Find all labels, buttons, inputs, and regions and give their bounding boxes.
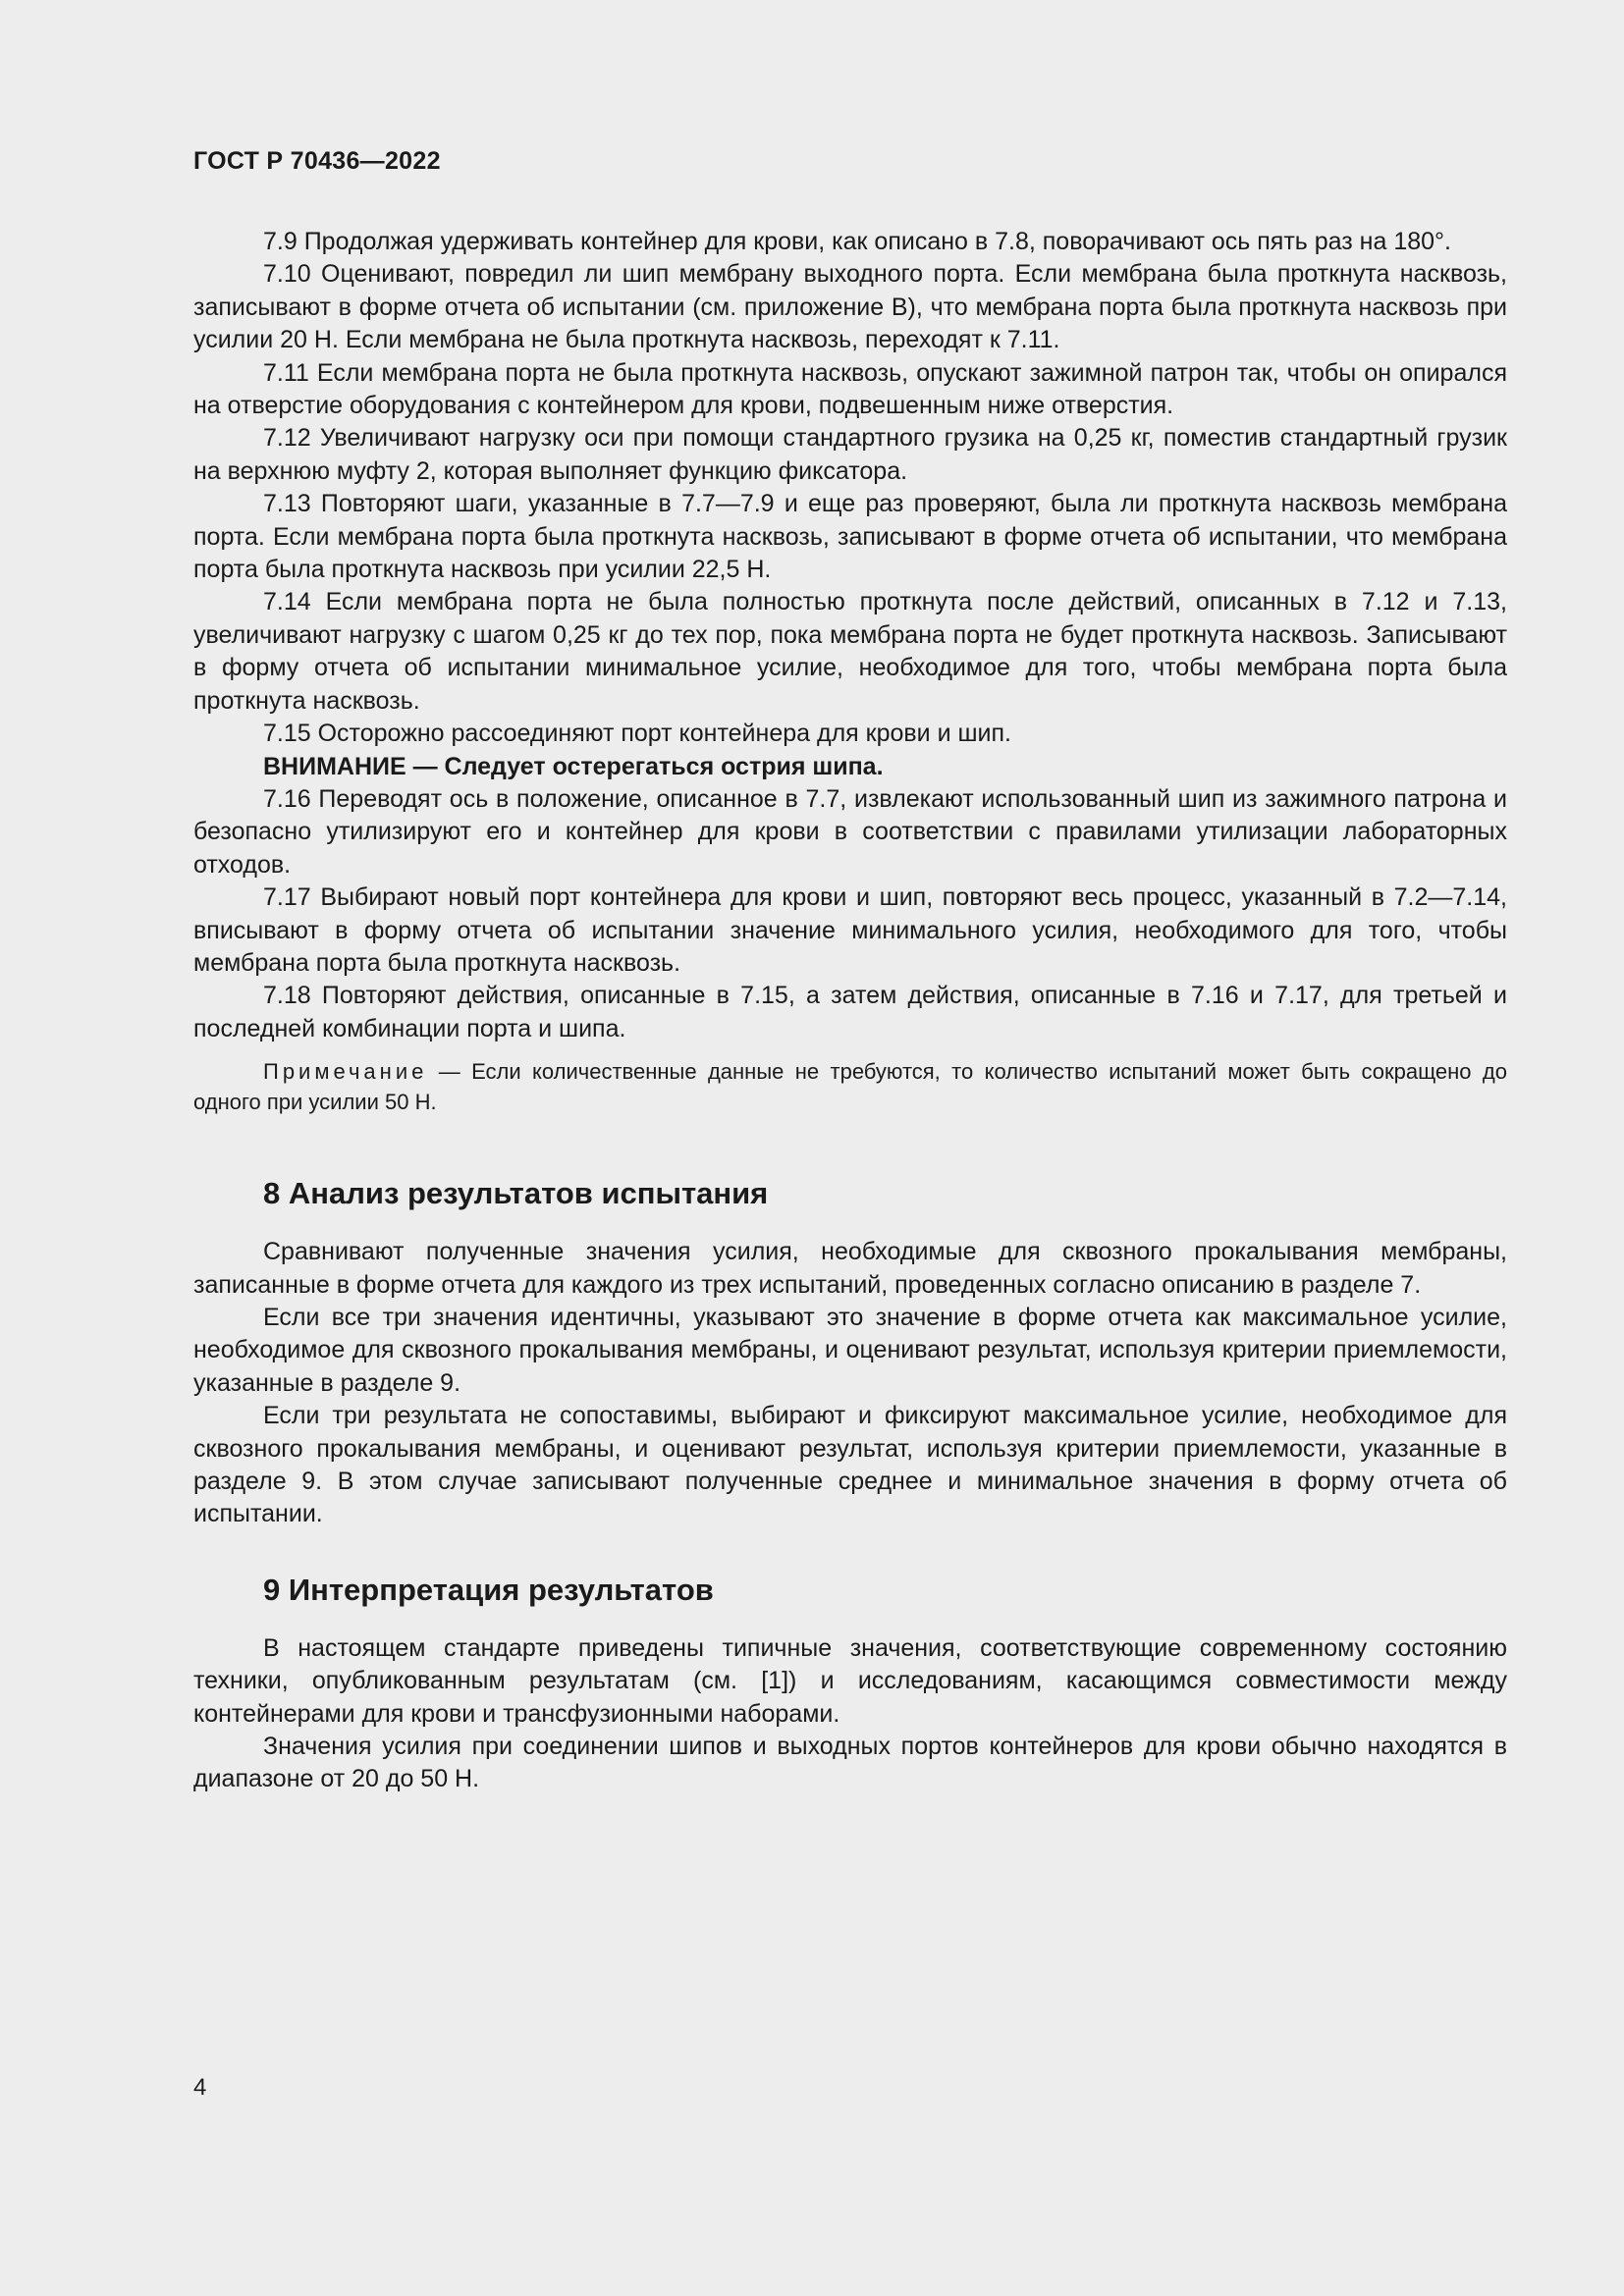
document-body [193, 226, 1507, 1796]
paragraph-7-12: 7.12 Увеличивают нагрузку оси при помощи стандартного грузика на 0,25 кг, поместив стандартный грузик на верхнюю муфту 2, которая выполняет функцию фиксатора. [193, 424, 1507, 485]
paragraph-7-11: 7.11 Если мембрана порта не была проткнута насквозь, опускают зажимной патрон так, чтобы он опирался на отверстие оборудования с контейнером для крови, подвешенным ниже отверстия. [193, 358, 1507, 420]
section-9-paragraph: Значения усилия при соединении шипов и выходных портов контейнеров для крови обычно находятся в диапазоне от 20 до 50 Н. [193, 1733, 1507, 1793]
paragraph-7-16: 7.16 Переводят ось в положение, описанное в 7.7, извлекают использованный шип из зажимного патрона и безопасно утилизируют его и контейнер для крови в соответствии с правилами утилизации лабораторных отходов. [193, 784, 1507, 879]
note-text: — Если количественные данные не требуются, то количество испытаний может быть сокращено до одного при усилии 50 Н. [193, 1059, 1507, 1115]
note-label: Примечание [263, 1059, 428, 1085]
paragraph-7-14: 7.14 Если мембрана порта не была полностью проткнута после действий, описанных в 7.12 и 7.13, увеличивают нагрузку с шагом 0,25 кг до тех пор, пока мембрана порта не будет проткнута насквозь. Записывают в форму отчета об испытании минимальное усилие, необходимое для того, чтобы мембрана порта была проткнута насквозь. [193, 588, 1507, 715]
page-number: 4 [193, 2074, 207, 2101]
document-page [193, 0, 1507, 2296]
note [193, 1056, 1507, 1117]
paragraph-7-9: 7.9 Продолжая удерживать контейнер для крови, как описано в 7.8, поворачивают ось пять раз на 180°. [263, 228, 1451, 255]
section-8-paragraph: Если три результата не сопоставимы, выбирают и фиксируют максимальное усилие, необходимое для сквозного прокалывания мембраны, и оценивают результат, используя критерии приемлемости, указанные в разделе 9. В этом случае записывают полученные среднее и минимальное значения в форму отчета об испытании. [193, 1402, 1507, 1528]
paragraph-7-17: 7.17 Выбирают новый порт контейнера для крови и шип, повторяют весь процесс, указанный в 7.2—7.14, вписывают в форму отчета об испытании значение минимального усилия, необходимого для того, чтобы мембрана порта была проткнута насквозь. [193, 883, 1507, 977]
paragraph-7-15: 7.15 Осторожно рассоединяют порт контейнера для крови и шип. [263, 720, 1011, 748]
paragraph-7-18: 7.18 Повторяют действия, описанные в 7.15, а затем действия, описанные в 7.16 и 7.17, для третьей и последней комбинации порта и шипа. [193, 982, 1507, 1042]
section-8-paragraph: Если все три значения идентичны, указывают это значение в форме отчета как максимальное усилие, необходимое для сквозного прокалывания мембраны, и оценивают результат, используя критерии приемлемости, указанные в разделе 9. [193, 1303, 1507, 1397]
paragraph-7-13: 7.13 Повторяют шаги, указанные в 7.7—7.9 и еще раз проверяют, была ли проткнута насквозь мембрана порта. Если мембрана порта была проткнута насквозь, записывают в форме отчета об испытании, что мембрана порта была проткнута насквозь при усилии 22,5 Н. [193, 490, 1507, 584]
section-9-paragraph: В настоящем стандарте приведены типичные значения, соответствующие современному состоянию техники, опубликованным результатам (см. [1]) и исследованиям, касающимся совместимости между контейнерами для крови и трансфузионными наборами. [193, 1633, 1507, 1728]
paragraph-7-10: 7.10 Оценивают, повредил ли шип мембрану выходного порта. Если мембрана была проткнута насквозь, записывают в форме отчета об испытании (см. приложение В), что мембрана порта была проткнута насквозь при усилии 20 Н. Если мембрана не была проткнута насквозь, переходят к 7.11. [193, 260, 1507, 354]
warning: ВНИМАНИЕ — Следует остерегаться острия шипа. [263, 752, 884, 780]
section-9-heading: 9 Интерпретация результатов [263, 1572, 714, 1607]
section-8-paragraph: Сравнивают полученные значения усилия, необходимые для сквозного прокалывания мембраны, записанные в форме отчета для каждого из трех испытаний, проведенных согласно описанию в разделе 7. [193, 1238, 1507, 1299]
section-8-heading: 8 Анализ результатов испытания [263, 1176, 769, 1211]
document-header: ГОСТ Р 70436—2022 [193, 147, 441, 175]
